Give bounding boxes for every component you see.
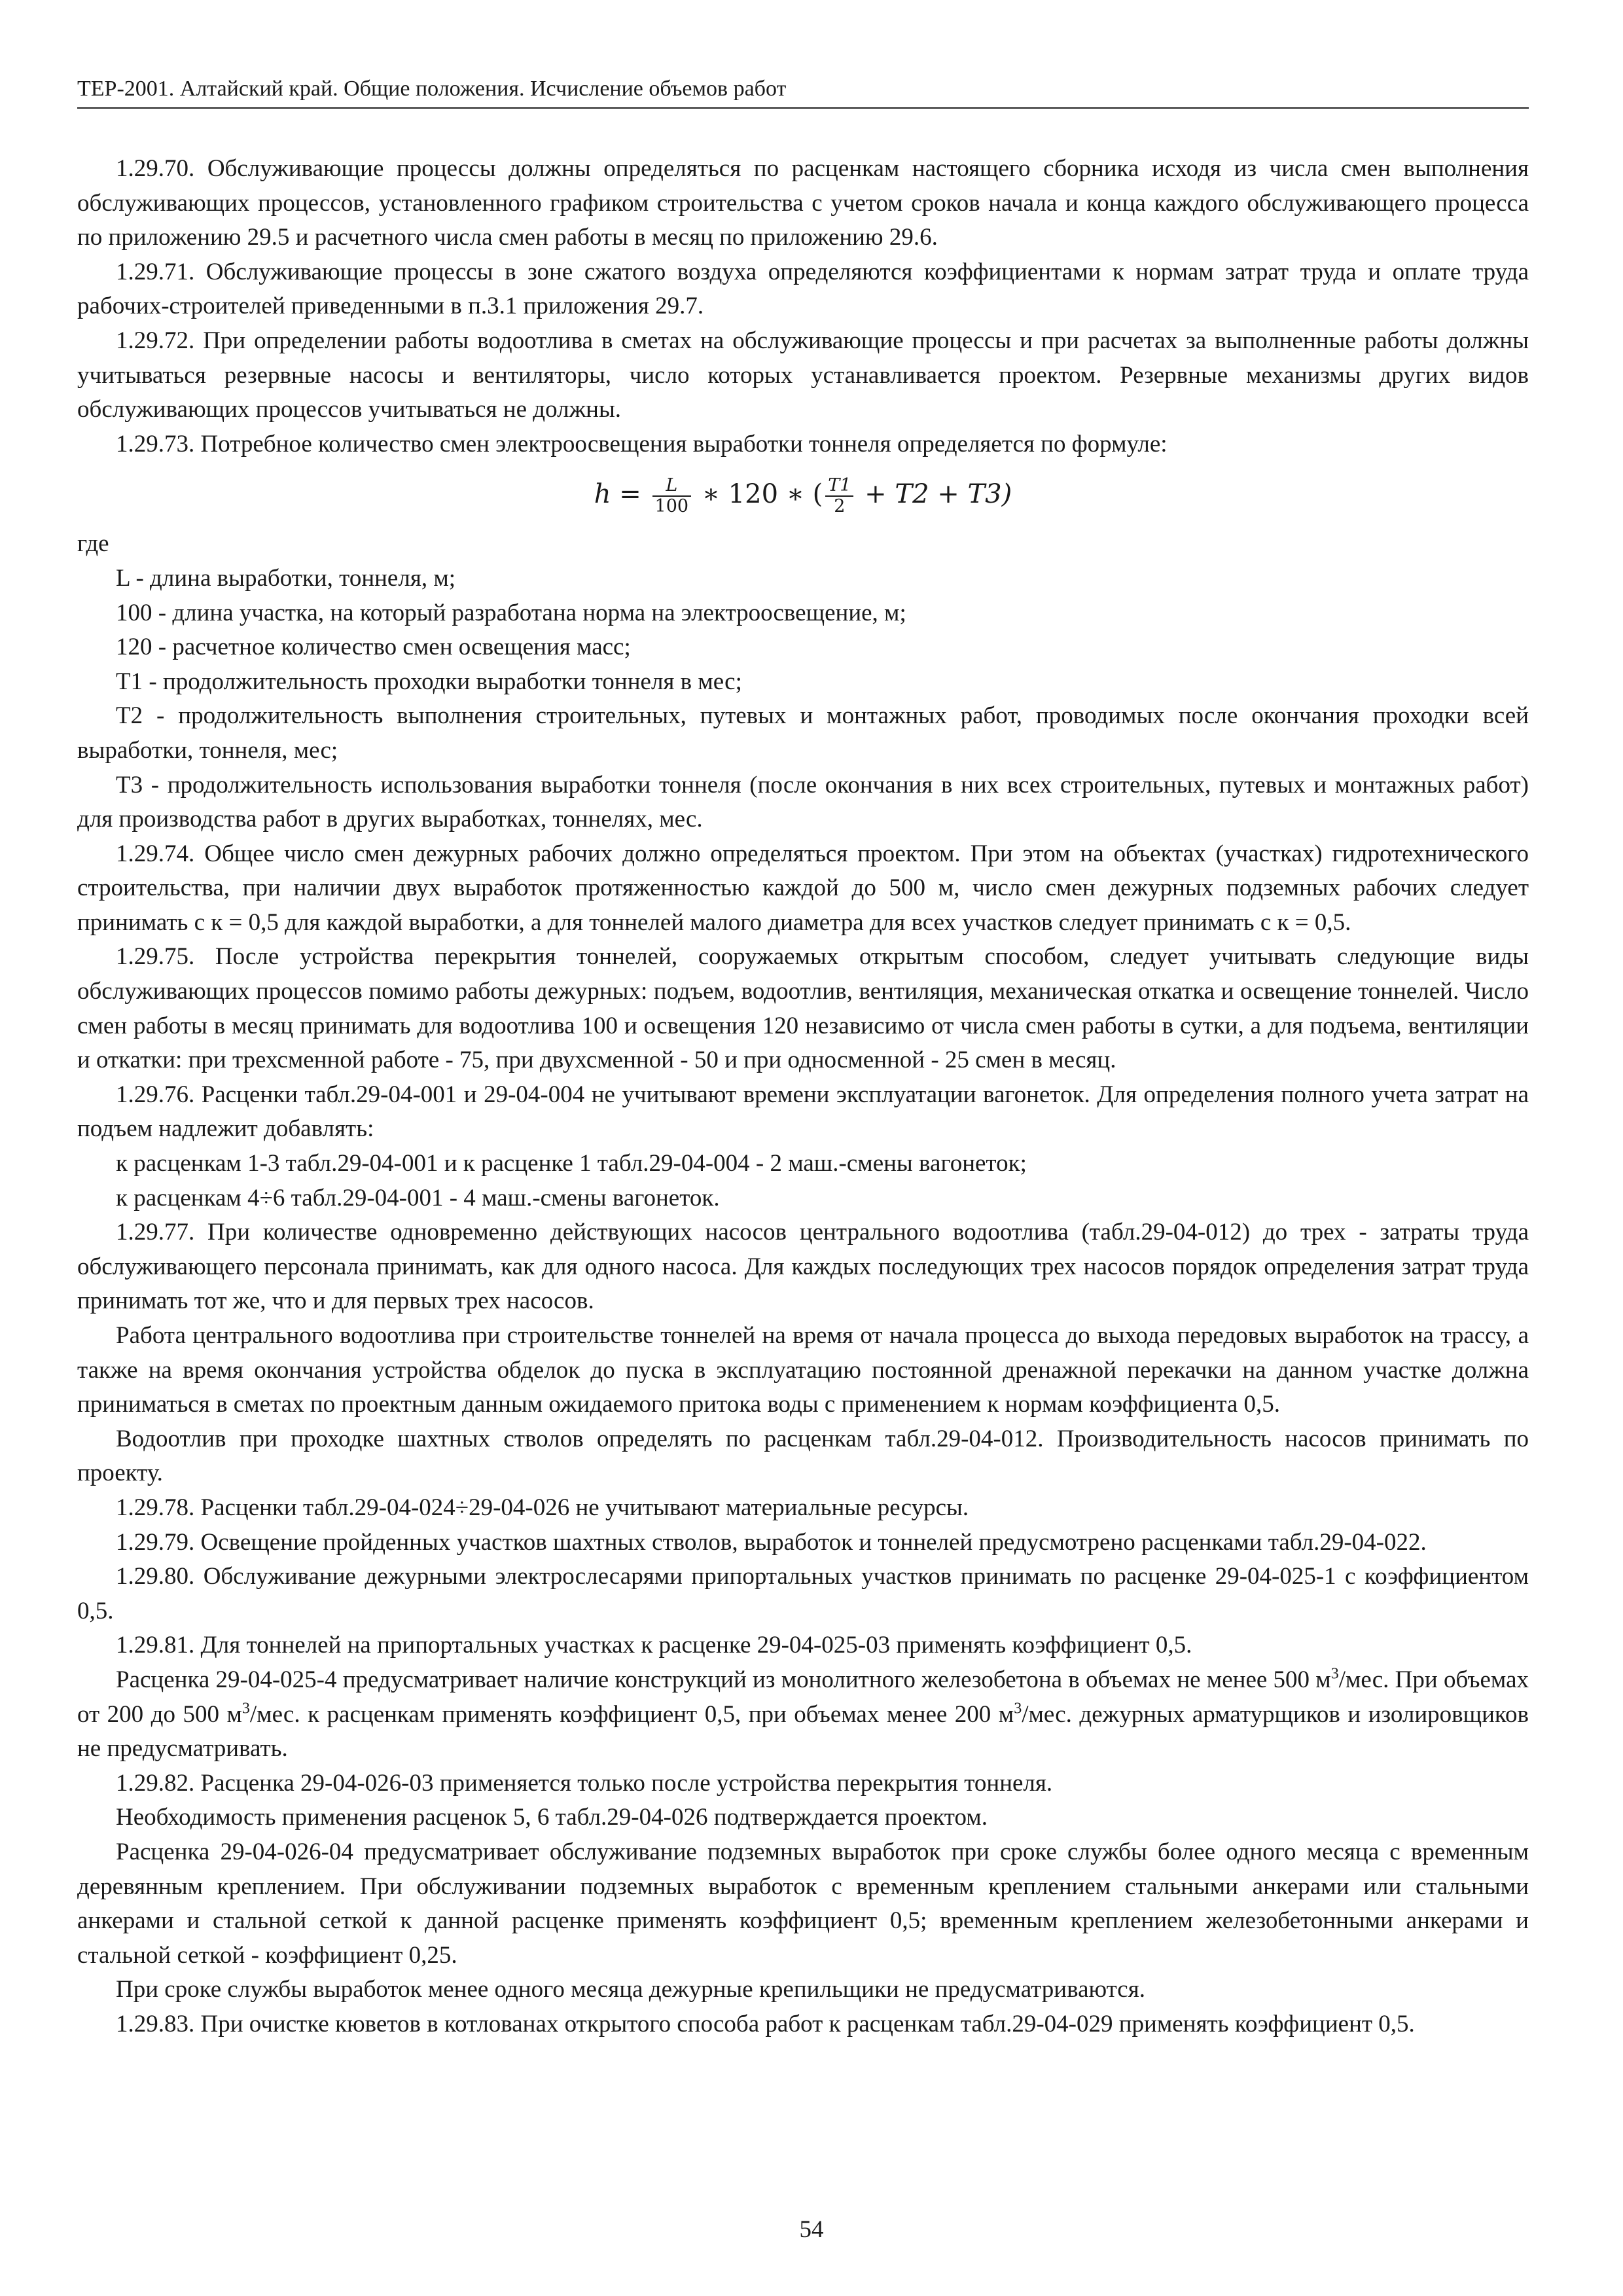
formula-tail: + T2 + T3) xyxy=(856,479,1012,510)
definition-l: L - длина выработки, тоннеля, м; xyxy=(116,564,456,592)
running-header: ТЕР-2001. Алтайский край. Общие положения. Исчисление объемов работ xyxy=(77,73,1529,109)
paragraph-1-29-71: 1.29.71. Обслуживающие процессы в зоне сжатого воздуха определяются коэффициентами к нормам затрат труда и оплате труда рабочих-строителей приведенными в п.3.1 приложения 29.7. xyxy=(77,258,1529,320)
fraction-numerator: T1 xyxy=(825,476,853,497)
paragraph-shaft-drainage: Водоотлив при проходке шахтных стволов определять по расценкам табл.29-04-012. Производительность насосов принимать по проекту. xyxy=(77,1425,1529,1487)
formula-lhs: h xyxy=(594,479,611,510)
page-number: 54 xyxy=(799,2216,824,2243)
body-text xyxy=(77,152,1529,2041)
superscript: 3 xyxy=(1330,1665,1339,1683)
paragraph-1-29-79: 1.29.79. Освещение пройденных участков шахтных стволов, выработок и тоннелей предусмотрено расценками табл.29-04-022. xyxy=(116,1528,1427,1556)
superscript: 3 xyxy=(241,1700,250,1717)
text-segment: /мес. При объемах от 200 до 500 м xyxy=(77,1666,1529,1728)
where-label: где xyxy=(77,530,109,558)
fraction-denominator: 100 xyxy=(654,496,689,517)
paragraph-1-29-76: 1.29.76. Расценки табл.29-04-001 и 29-04-004 не учитывают времени эксплуатации вагонеток. Для определения полного учета затрат на подъем надлежит добавлять: xyxy=(77,1081,1529,1143)
definition-100: 100 - длина участка, на который разработана норма на электроосвещение, м; xyxy=(116,599,906,626)
fraction-numerator: L xyxy=(652,476,692,497)
paragraph-1-29-70: 1.29.70. Обслуживающие процессы должны определяться по расценкам настоящего сборника исходя из числа смен выполнения обслуживающих процессов, установленного графиком строительства с учетом сроков начала и конца каждого обслуживающего процесса по приложению 29.5 и расчетного числа смен работы в месяц по приложению 29.6. xyxy=(77,155,1529,251)
formula-fraction-l-100 xyxy=(652,476,692,516)
paragraph-1-29-83: 1.29.83. При очистке кюветов в котлованах открытого способа работ к расценкам табл.29-04-029 применять коэффициент 0,5. xyxy=(116,2010,1415,2037)
definition-t3: T3 - продолжительность использования выработки тоннеля (после окончания в них всех строительных, путевых и монтажных работ) для производства работ в других выработках, тоннелях, мес. xyxy=(77,771,1529,833)
paragraph-1-29-80: 1.29.80. Обслуживание дежурными электрослесарями припортальных участков принимать по расценке 29-04-025-1 с коэффициентом 0,5. xyxy=(77,1563,1529,1624)
text-segment: /мес. к расценкам применять коэффициент 0,5, при объемах менее 200 м xyxy=(249,1700,1014,1728)
formula-fraction-t1-2 xyxy=(825,476,853,516)
fraction-denominator: 2 xyxy=(834,496,846,517)
paragraph-rate-29-04-026-04: Расценка 29-04-026-04 предусматривает обслуживание подземных выработок при сроке службы более одного месяца с временным деревянным креплением. При обслуживании подземных выработок с временным креплением стальными анкерами или стальными анкерами и стальной сеткой к данной расценке применять коэффициент 0,5; временным креплением железобетонными анкерами и стальной сеткой - коэффициент 0,25. xyxy=(77,1838,1529,1969)
paragraph-rate-29-04-025-4 xyxy=(77,1663,1529,1767)
paragraph-1-29-74: 1.29.74. Общее число смен дежурных рабочих должно определяться проектом. При этом на объектах (участках) гидротехнического строительства, при наличии двух выработок протяженностью каждой до 500 м, число смен дежурных подземных рабочих следует принимать с к = 0,5 для каждой выработки, а для тоннелей малого диаметра для всех участков следует принимать с к = 0,5. xyxy=(77,840,1529,936)
paragraph-1-29-72: 1.29.72. При определении работы водоотлива в сметах на обслуживающие процессы и при расчетах за выполненные работы должны учитываться резервные насосы и вентиляторы, число которых устанавливается проектом. Резервные механизмы других видов обслуживающих процессов учитываться не должны. xyxy=(77,327,1529,423)
paragraph-1-29-82: 1.29.82. Расценка 29-04-026-03 применяется только после устройства перекрытия тоннеля. xyxy=(116,1769,1053,1797)
paragraph-1-29-81: 1.29.81. Для тоннелей на припортальных участках к расценке 29-04-025-03 применять коэффициент 0,5. xyxy=(116,1632,1192,1659)
definition-t2: T2 - продолжительность выполнения строительных, путевых и монтажных работ, проводимых после окончания проходки всей выработки, тоннеля, мес; xyxy=(77,702,1529,764)
paragraph-1-29-76-item-a: к расценкам 1-3 табл.29-04-001 и к расценке 1 табл.29-04-004 - 2 маш.-смены вагонеток; xyxy=(116,1150,1027,1177)
definition-120: 120 - расчетное количество смен освещения масс; xyxy=(116,634,631,661)
paragraph-rates-5-6: Необходимость применения расценок 5, 6 табл.29-04-026 подтверждается проектом. xyxy=(116,1804,988,1831)
text-segment: Расценка 29-04-025-4 предусматривает наличие конструкций из монолитного железобетона в объемах не менее 500 м xyxy=(116,1666,1331,1693)
superscript: 3 xyxy=(1014,1700,1022,1717)
paragraph-1-29-77: 1.29.77. При количестве одновременно действующих насосов центрального водоотлива (табл.29-04-012) до трех - затраты труда обслуживающего персонала принимать, как для одного насоса. Для каждых последующих трех насосов порядок определения затрат труда принимать тот же, что и для первых трех насосов. xyxy=(77,1219,1529,1315)
paragraph-1-29-76-item-b: к расценкам 4÷6 табл.29-04-001 - 4 маш.-смены вагонеток. xyxy=(116,1184,720,1211)
formula-eq: = xyxy=(611,479,650,510)
paragraph-1-29-78: 1.29.78. Расценки табл.29-04-024÷29-04-026 не учитывают материальные ресурсы. xyxy=(116,1494,969,1521)
formula-mid: ∗ 120 ∗ ( xyxy=(694,479,823,510)
paragraph-1-29-73: 1.29.73. Потребное количество смен электроосвещения выработки тоннеля определяется по формуле: xyxy=(116,430,1168,457)
paragraph-short-service: При сроке службы выработок менее одного месяца дежурные крепильщики не предусматриваются. xyxy=(116,1976,1145,2003)
text-segment: /мес. дежурных арматурщиков и изолировщиков не предусматривать. xyxy=(77,1700,1529,1763)
formula xyxy=(77,461,1529,527)
definition-t1: T1 - продолжительность проходки выработки тоннеля в мес; xyxy=(116,668,742,695)
paragraph-central-drainage: Работа центрального водоотлива при строительстве тоннелей на время от начала процесса до выхода передовых выработок на трассу, а также на время окончания устройства обделок до пуска в эксплуатацию постоянной дренажной перекачки на данном участке должна приниматься в сметах по проектным данным ожидаемого притока воды с применением к нормам коэффициента 0,5. xyxy=(77,1322,1529,1418)
paragraph-1-29-75: 1.29.75. После устройства перекрытия тоннелей, сооружаемых открытым способом, следует учитывать следующие виды обслуживающих процессов помимо работы дежурных: подъем, водоотлив, вентиляция, механическая откатка и освещение тоннелей. Число смен работы в месяц принимать для водоотлива 100 и освещения 120 независимо от числа смен работы в сутки, а для подъема, вентиляции и откатки: при трехсменной работе - 75, при двухсменной - 50 и при односменной - 25 смен в месяц. xyxy=(77,943,1529,1074)
